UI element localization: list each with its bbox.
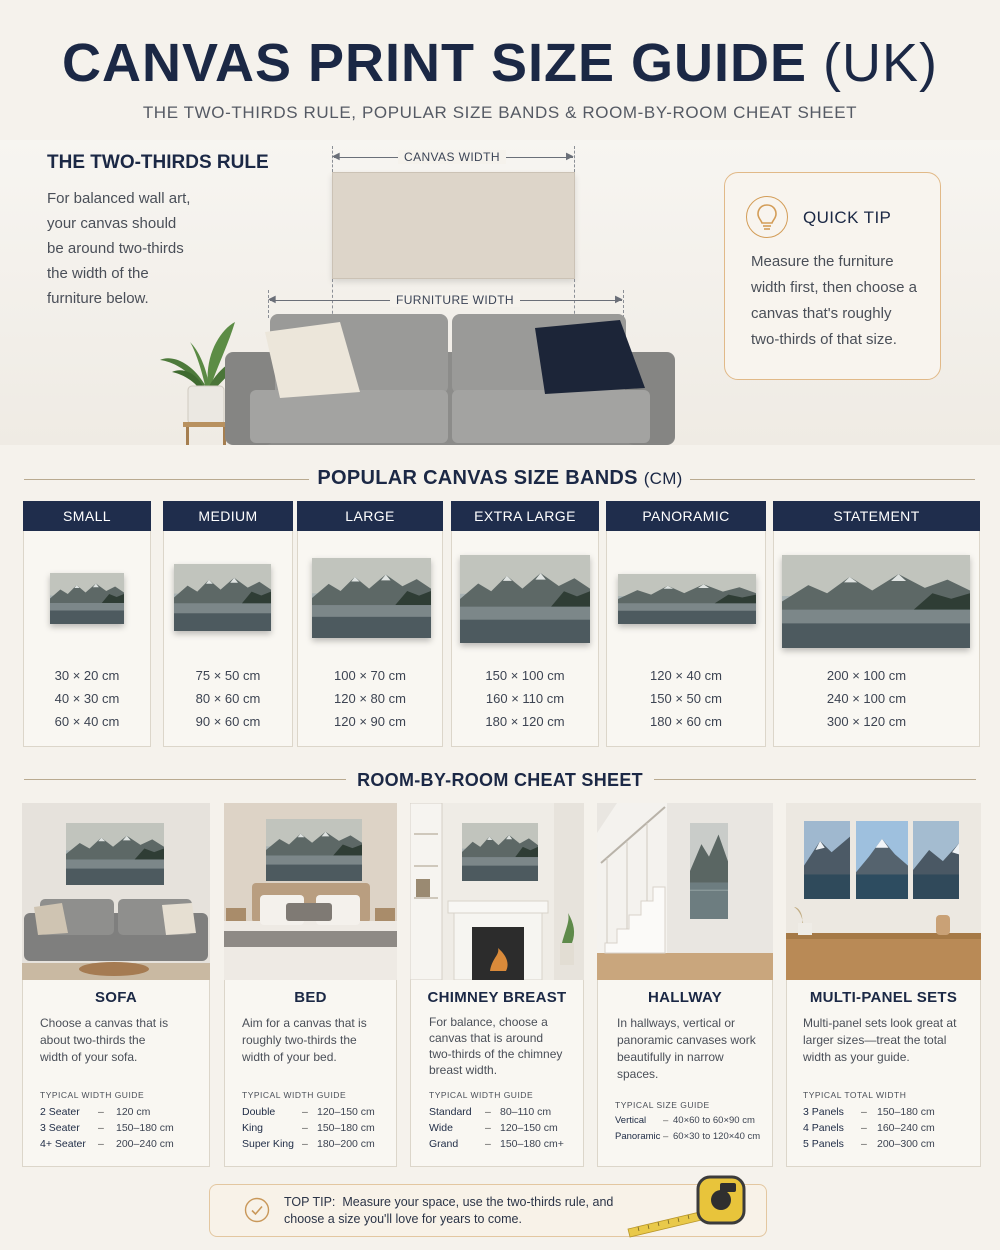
band-header: STATEMENT [773,501,980,531]
bed-room-scene [224,803,397,980]
size-guide [803,1104,973,1152]
band-size: 75 × 50 cm [195,668,261,683]
quick-tip-text: Measure the furniture width first, then choose a canvas that's roughly two-thirds of that size. [751,253,917,348]
band-size: 40 × 30 cm [54,691,120,706]
lightbulb-icon [746,196,788,238]
guide-row: Panoramic – 60×30 to 120×40 cm [615,1131,761,1142]
arrow-left-icon: ◀ [268,294,276,305]
band-size: 150 × 100 cm [485,668,565,683]
band-size: 120 × 80 cm [334,691,406,706]
guide-row: Vertical – 40×60 to 60×90 cm [615,1115,755,1126]
size-guide [429,1104,579,1152]
guide-title: TYPICAL WIDTH GUIDE [242,1090,347,1100]
mountain-lake-image [618,574,756,624]
blank-canvas [332,172,575,279]
rule-text: For balanced wall art, your canvas should be around two-thirds the width of the furniture below. [47,190,191,307]
band-size: 120 × 90 cm [334,714,406,729]
room-name: BED [294,989,327,1006]
guide-title: TYPICAL TOTAL WIDTH [803,1090,907,1100]
section-divider [654,779,976,780]
band-size: 30 × 20 cm [54,668,120,683]
room-description: In hallways, vertical or panoramic canvases work beautifully in narrow spaces. [617,1016,756,1081]
chimney-room-scene [410,803,584,980]
band-size: 150 × 50 cm [650,691,722,706]
band-card-small [23,501,151,747]
band-size: 160 × 110 cm [485,691,565,706]
band-header: EXTRA LARGE [451,501,599,531]
mountain-lake-image [50,573,124,624]
arrow-left-icon: ◀ [332,151,340,162]
room-description: For balance, choose a canvas that is around two-thirds of the chimney breast width. [429,1015,563,1077]
band-header: SMALL [23,501,151,531]
band-size: 80 × 60 cm [195,691,261,706]
guide-row: 2 Seater – 120 cm [40,1106,151,1118]
section-divider [24,479,309,480]
size-guide [40,1104,200,1152]
guide-row: Wide – 120–150 cm [429,1122,558,1134]
band-header: MEDIUM [163,501,293,531]
guide-row: Grand – 150–180 cm+ [429,1138,564,1150]
band-header: PANORAMIC [606,501,766,531]
sofa-room-scene [22,803,210,980]
room-name: CHIMNEY BREAST [427,989,567,1006]
guide-row: 4 Panels – 160–240 cm [803,1122,935,1134]
top-tip-text: TOP TIP: Measure your space, use the two-thirds rule, and choose a size you'll love for years to come. [284,1195,614,1226]
guide-row: King – 150–180 cm [242,1122,375,1134]
band-size: 120 × 40 cm [650,668,722,683]
canvas-width-label: CANVAS WIDTH [398,150,506,164]
guide-title: TYPICAL SIZE GUIDE [615,1100,710,1110]
furniture-width-label: FURNITURE WIDTH [390,293,520,307]
room-description: Choose a canvas that is about two-thirds the width of your sofa. [40,1016,169,1064]
size-guide [615,1113,771,1145]
mountain-lake-image [782,555,970,648]
guide-row: Super King – 180–200 cm [242,1138,375,1150]
band-header: LARGE [297,501,443,531]
guide-title: TYPICAL WIDTH GUIDE [40,1090,145,1100]
room-description: Multi-panel sets look great at larger sizes—treat the total width as your guide. [803,1016,957,1064]
band-size: 300 × 120 cm [826,714,907,729]
canvas-width-guide-right [574,146,575,172]
page-title: CANVAS PRINT SIZE GUIDE (UK) [61,33,939,93]
arrow-right-icon: ▶ [566,151,574,162]
sofa-illustration [150,300,690,445]
size-guide [242,1104,392,1152]
mountain-lake-image [312,558,431,638]
room-description: Aim for a canvas that is roughly two-thirds the width of your bed. [242,1016,367,1064]
guide-row: 5 Panels – 200–300 cm [803,1138,935,1150]
rooms-section-title: ROOM-BY-ROOM CHEAT SHEET [357,770,643,790]
checkmark-circle-icon [244,1197,270,1223]
band-card-panoramic [606,501,766,747]
arrow-right-icon: ▶ [615,294,623,305]
hallway-room-scene [597,803,773,980]
guide-row: Double – 120–150 cm [242,1106,375,1118]
section-divider [24,779,346,780]
band-size: 200 × 100 cm [826,668,907,683]
band-size: 240 × 100 cm [826,691,907,706]
bands-section-title: POPULAR CANVAS SIZE BANDS (CM) [317,467,683,489]
band-size: 180 × 120 cm [485,714,565,729]
page-subtitle: THE TWO-THIRDS RULE, POPULAR SIZE BANDS & ROOM-BY-ROOM CHEAT SHEET [142,103,858,122]
band-size: 90 × 60 cm [195,714,261,729]
guide-row: 3 Seater – 150–180 cm [40,1122,174,1134]
mountain-lake-image [174,564,271,631]
band-size: 100 × 70 cm [334,668,406,683]
multi-panel-room-scene [786,803,981,980]
room-name: HALLWAY [647,989,723,1006]
guide-row: 4+ Seater – 200–240 cm [40,1138,174,1150]
tape-measure-icon [626,1171,750,1241]
band-size: 180 × 60 cm [650,714,722,729]
quick-tip-title: QUICK TIP [803,208,892,227]
mountain-lake-image [460,555,590,643]
guide-row: Standard – 80–110 cm [429,1106,552,1118]
room-name: SOFA [94,989,138,1006]
rule-title: THE TWO-THIRDS RULE [47,152,269,173]
guide-row: 3 Panels – 150–180 cm [803,1106,935,1118]
room-name: MULTI-PANEL SETS [809,989,958,1006]
guide-title: TYPICAL WIDTH GUIDE [429,1090,534,1100]
band-size: 60 × 40 cm [54,714,120,729]
section-divider [690,479,975,480]
